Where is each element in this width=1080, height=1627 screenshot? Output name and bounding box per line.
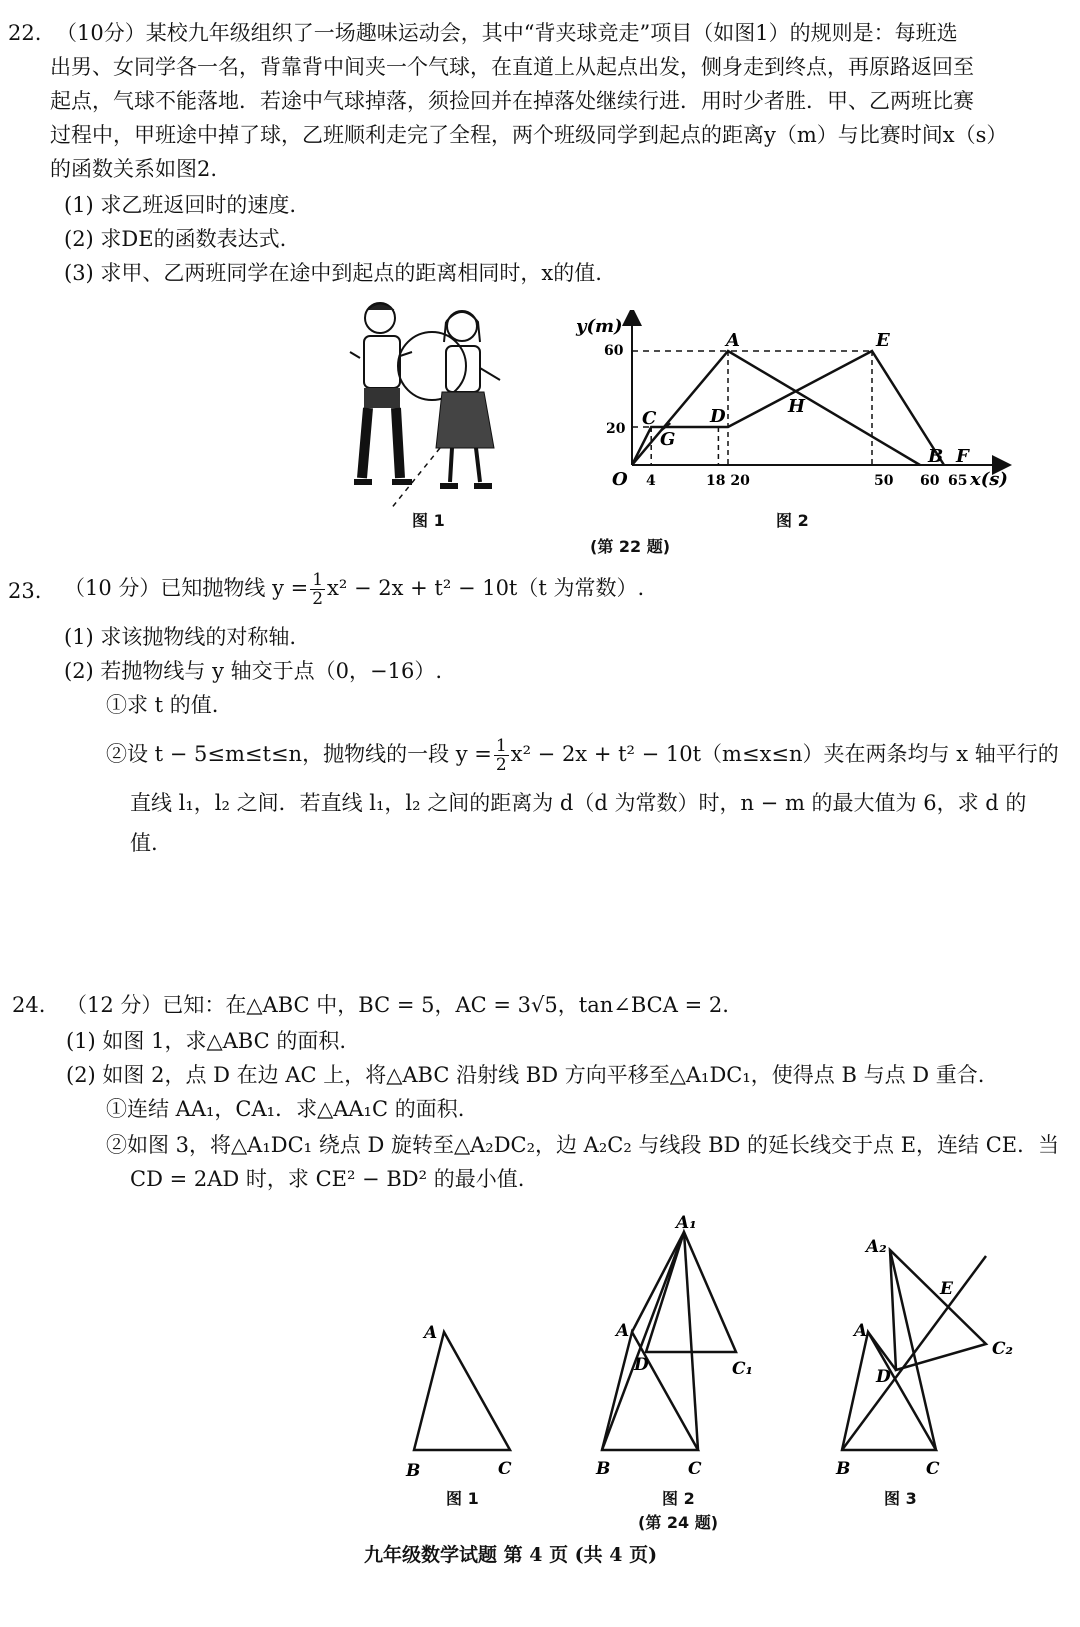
point-label-H: H — [788, 396, 806, 417]
x-axis-label: x(s) — [970, 469, 1008, 490]
q22-figure-1-illustration — [340, 298, 530, 518]
y-axis-label: y(m) — [576, 316, 623, 337]
page-footer: 九年级数学试题 第 4 页 (共 4 页) — [364, 1544, 658, 1566]
q23-sub-2b-line-3: 值. — [130, 831, 158, 855]
x-tick-18-20: 18 20 — [706, 473, 750, 489]
fig2-label-A: A — [616, 1321, 630, 1341]
point-label-G: G — [660, 429, 676, 450]
q24-sub-2b-line-1: ②如图 3，将△A₁DC₁ 绕点 D 旋转至△A₂DC₂，边 A₂C₂ 与线段 BD 的延长线交于点 E，连结 CE．当 — [106, 1133, 1060, 1157]
fig1-label-B: B — [406, 1461, 421, 1481]
q22-line-1: （10分）某校九年级组织了一场趣味运动会，其中“背夹球竞走”项目（如图1）的规则是：每班选 — [56, 21, 958, 45]
fig2-label-C: C — [688, 1459, 702, 1479]
q22-figure-2-caption: 图 2 — [776, 511, 809, 530]
fig1-label-C: C — [498, 1459, 512, 1479]
fig3-label-A: A — [854, 1321, 868, 1341]
fig2-label-D: D — [634, 1355, 649, 1375]
y-tick-60: 60 — [604, 343, 624, 359]
origin-label: O — [612, 469, 628, 490]
point-label-E: E — [876, 330, 890, 351]
fig3-label-B: B — [836, 1459, 851, 1479]
point-label-D: D — [710, 406, 726, 427]
q24-figure-3-caption: 图 3 — [884, 1489, 917, 1508]
q23-sub-2a: ①求 t 的值. — [106, 693, 219, 717]
q22-line-2: 出男、女同学各一名，背靠背中间夹一个气球，在直道上从起点出发，侧身走到终点，再原路返回至 — [50, 55, 974, 79]
fig3-label-E: E — [940, 1279, 953, 1299]
x-tick-4: 4 — [646, 473, 656, 489]
q24-figure-1 — [405, 1323, 512, 1481]
x-tick-50: 50 — [874, 473, 894, 489]
q23-sub-2b-line-2: 直线 l₁，l₂ 之间．若直线 l₁，l₂ 之间的距离为 d（d 为常数）时，n − m 的最大值为 6，求 d 的 — [130, 791, 1027, 815]
q24-number: 24. — [12, 993, 46, 1017]
q23-line-1: （10 分）已知抛物线 y = $\frac{1}{2}$ x² − 2x + t² − 10t（t 为常数）. — [64, 570, 645, 609]
point-label-B: B — [928, 446, 944, 467]
fig2-label-B: B — [596, 1459, 611, 1479]
q23-number: 23. — [8, 579, 42, 603]
q24-sub-1: (1) 如图 1，求△ABC 的面积. — [66, 1029, 347, 1053]
q24-figure-3 — [835, 1237, 1013, 1479]
q23-sub-2: (2) 若抛物线与 y 轴交于点（0，−16）. — [64, 659, 442, 683]
q22-line-3: 起点，气球不能落地．若途中气球掉落，须捡回并在掉落处继续行进．用时少者胜．甲、乙两班比赛 — [50, 89, 974, 113]
q22-figure-2-graph — [570, 310, 1020, 510]
q23-sub-1: (1) 求该抛物线的对称轴. — [64, 625, 297, 649]
fig2-label-A1: A₁ — [676, 1213, 697, 1233]
y-tick-20: 20 — [606, 421, 626, 437]
fig3-label-D: D — [876, 1367, 891, 1387]
q24-line-1: （12 分）已知：在△ABC 中，BC = 5，AC = 3√5，tan∠BCA = 2. — [66, 993, 729, 1017]
q24-sub-2: (2) 如图 2，点 D 在边 AC 上，将△ABC 沿射线 BD 方向平移至△A₁DC₁，使得点 B 与点 D 重合. — [66, 1063, 985, 1087]
fig1-label-A: A — [424, 1323, 438, 1343]
q22-figure-1-caption: 图 1 — [412, 511, 445, 530]
q24-sub-2a: ①连结 AA₁，CA₁．求△AA₁C 的面积. — [106, 1097, 465, 1121]
point-label-A: A — [726, 330, 740, 351]
q24-figure-2 — [595, 1213, 753, 1479]
fig2-label-C1: C₁ — [732, 1359, 753, 1379]
fig3-label-C: C — [926, 1459, 940, 1479]
fig3-label-C2: C₂ — [992, 1339, 1013, 1359]
q22-sub-2: (2) 求DE的函数表达式. — [64, 227, 287, 251]
fig3-label-A2: A₂ — [866, 1237, 887, 1257]
point-label-C: C — [642, 408, 657, 429]
q24-figure-2-caption: 图 2 — [662, 1489, 695, 1508]
q24-question-caption: (第 24 题) — [638, 1513, 719, 1532]
point-label-F: F — [956, 446, 969, 467]
q22-number: 22. — [8, 21, 42, 45]
x-tick-65: 65 — [948, 473, 968, 489]
q23-sub-2b-line-1: ②设 t − 5≤m≤t≤n，抛物线的一段 y = $\frac{1}{2}$ x² − 2x + t² − 10t（m≤x≤n）夹在两条均与 x 轴平行的 — [106, 736, 1059, 775]
q24-sub-2b-line-2: CD = 2AD 时，求 CE² − BD² 的最小值. — [130, 1167, 525, 1191]
q24-figure-1-caption: 图 1 — [446, 1489, 479, 1508]
q22-sub-1: (1) 求乙班返回时的速度. — [64, 193, 297, 217]
q22-line-4: 过程中，甲班途中掉了球，乙班顺利走完了全程，两个班级同学到起点的距离y（m）与比赛时间x（s） — [50, 123, 1008, 147]
q22-question-caption: (第 22 题) — [590, 537, 671, 556]
x-tick-60: 60 — [920, 473, 940, 489]
q24-figures — [380, 1200, 1040, 1540]
q22-sub-3: (3) 求甲、乙两班同学在途中到起点的距离相同时，x的值. — [64, 261, 602, 285]
q22-line-5: 的函数关系如图2. — [50, 157, 218, 181]
